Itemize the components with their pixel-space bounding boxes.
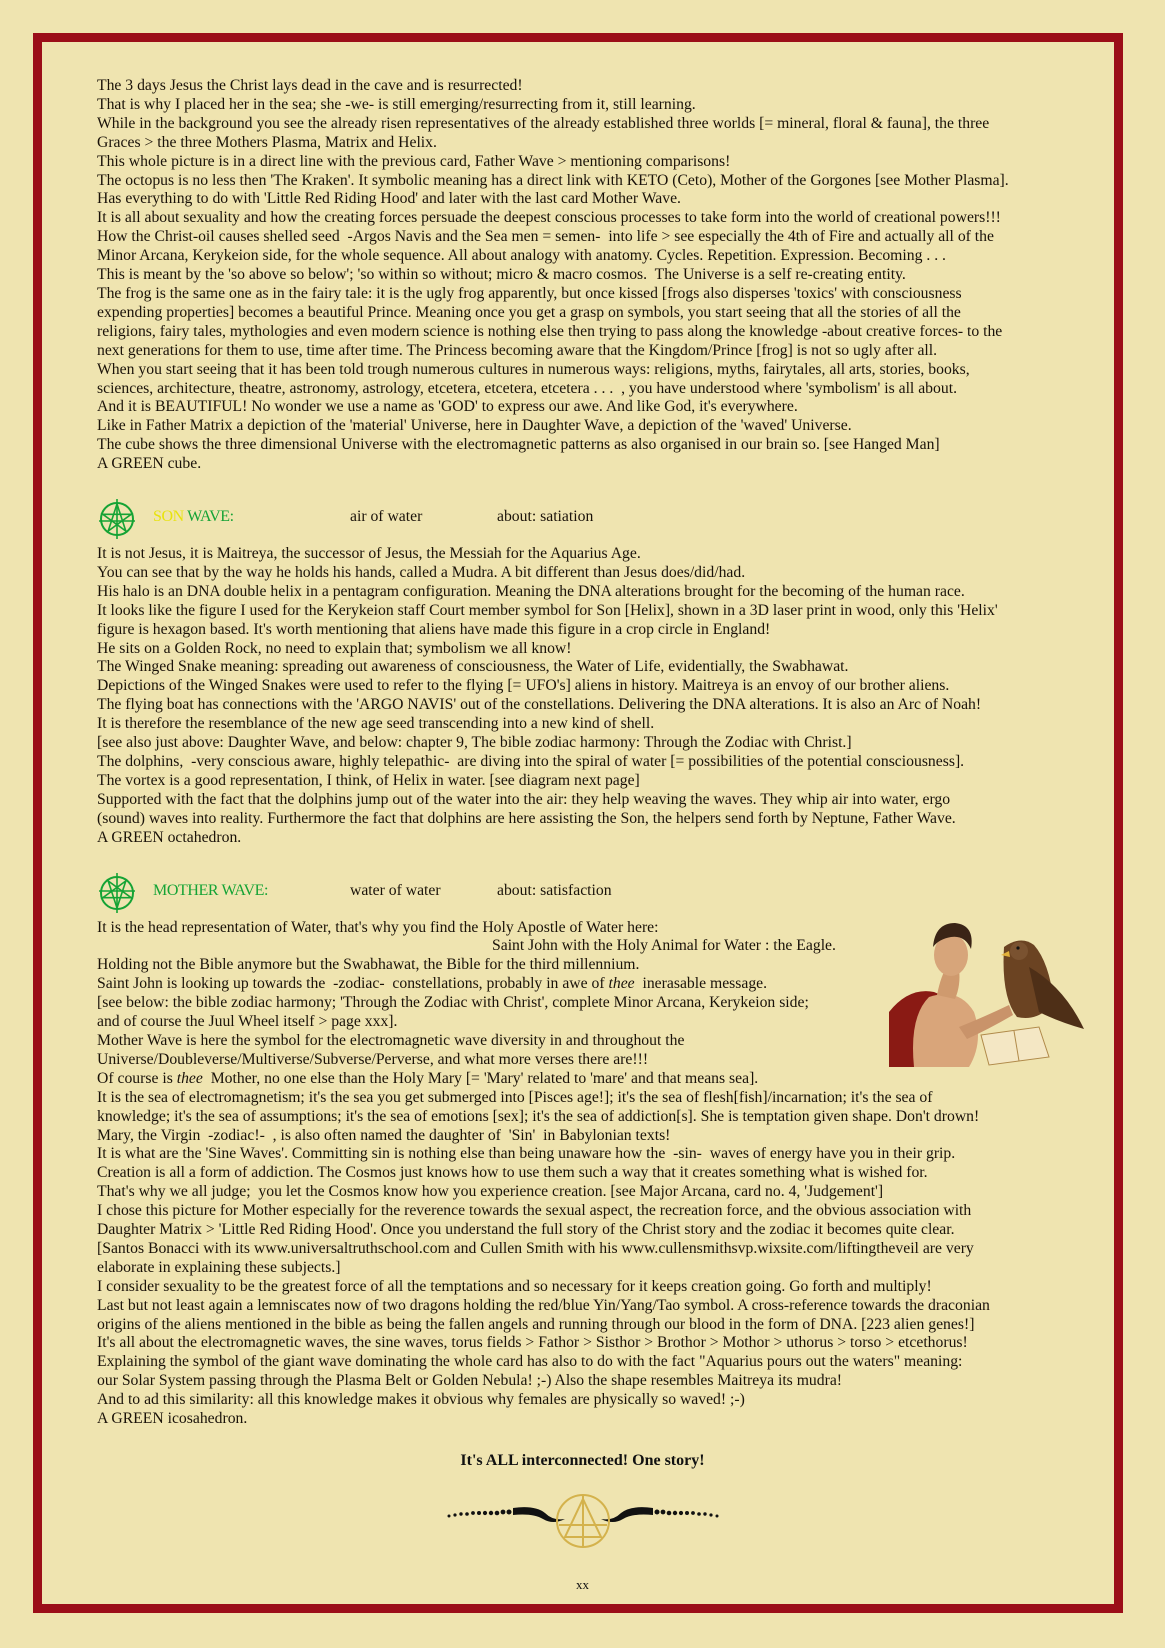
text-line: Of course is thee Mother, no one else than the Holy Mary [= 'Mary' related to 'mare' and that means sea]. — [97, 1069, 759, 1087]
text-line: and of course the Juul Wheel itself > page xxx]. — [97, 1013, 398, 1031]
text-line: That is why I placed her in the sea; she -we- is still emerging/resurrecting from it, still learning. — [97, 95, 696, 113]
text-line: Last but not least again a lemniscates now of two dragons holding the red/blue Yin/Yang/Tao symbol. A cross-reference towards the draconian — [97, 1296, 990, 1314]
text-line: Universe/Doubleverse/Multiverse/Subverse/Perverse, and what more verses there are!!! — [97, 1050, 649, 1068]
text-line: The 3 days Jesus the Christ lays dead in the cave and is resurrected! — [97, 77, 523, 94]
text-line: Depictions of the Winged Snakes were used to refer to the flying [= UFO's] aliens in history. Maitreya is an envoy of our brother aliens. — [97, 677, 950, 695]
saint-john-with-eagle-image — [889, 917, 1084, 1067]
text-line: Creation is all a form of addiction. The Cosmos just knows how to use them such a way that it creates something what is wished for. — [97, 1164, 928, 1182]
text-line: Minor Arcana, Kerykeion side, for the whole sequence. All about analogy with anatomy. Cycles. Repetition. Expression. Becoming . . . — [97, 247, 946, 265]
text-line: [see below: the bible zodiac harmony; 'Through the Zodiac with Christ', complete Minor Arcana, Kerykeion side; — [97, 994, 809, 1012]
text-line: How the Christ-oil causes shelled seed -Argos Navis and the Sea men = semen- into life > see especially the 4th of Fire and actually all of the — [97, 228, 994, 246]
text-line: This whole picture is in a direct line with the previous card, Father Wave > mentioning comparisons! — [97, 152, 731, 170]
text-line: That's why we all judge; you let the Cosmos know how you experience creation. [see Major Arcana, card no. 4, 'Judgement'] — [97, 1183, 884, 1201]
text-line: Mary, the Virgin -zodiac!- , is also often named the daughter of 'Sin' in Babylonian texts! — [97, 1126, 671, 1144]
text-line: religions, fairy tales, mythologies and even modern science is nothing else then trying to pass along the knowledge -about creative forces- to the — [97, 322, 1003, 340]
text-line: I chose this picture for Mother especially for the reverence towards the sexual aspect, the recreation force, and the obvious association with — [97, 1202, 972, 1220]
text-line: This is meant by the 'so above so below'; 'so within so without; micro & macro cosmos. The Universe is a self re-creating entity. — [97, 266, 906, 284]
document-body — [97, 77, 1097, 1429]
text-line: I consider sexuality to be the greatest force of all the temptations and so necessary for it keeps creation going. Go forth and multiply! — [97, 1277, 932, 1295]
text-line: It looks like the figure I used for the Kerykeion staff Court member symbol for Son [Helix], shown in a 3D laser print in wood, only this 'Helix' — [97, 601, 998, 619]
text-line: It is all about sexuality and how the creating forces persuade the deepest conscious processes to take form into the world of creational powers!!! — [97, 209, 1001, 227]
text-line: Has everything to do with 'Little Red Riding Hood' and later with the last card Mother Wave. — [97, 190, 681, 208]
text-line: His halo is an DNA double helix in a pentagram configuration. Meaning the DNA alterations brought for the becoming of the human race. — [97, 582, 965, 600]
inverted-pentagram-circle-icon — [97, 873, 137, 913]
text-line: The cube shows the three dimensional Universe with the electromagnetic patterns as also organised in our brain so. [see Hanged Man] — [97, 436, 940, 454]
text-line: figure is hexagon based. It's worth mentioning that aliens have made this figure in a crop circle in England! — [97, 620, 771, 638]
text-line: Graces > the three Mothers Plasma, Matrix and Helix. — [97, 133, 437, 151]
mother-wave-title: MOTHER WAVE: — [153, 881, 269, 899]
text-line: Holding not the Bible anymore but the Swabhawat, the Bible for the third millennium. — [97, 956, 640, 974]
text-line: The frog is the same one as in the fairy tale: it is the ugly frog apparently, but once kissed [frogs also disperses 'toxics' with consciousness — [97, 284, 962, 302]
text-line: A GREEN octahedron. — [97, 828, 242, 846]
text-line: The octopus is no less then 'The Kraken'. It symbolic meaning has a direct link with KETO (Ceto), Mother of the Gorgones [see Mother Plasma]. — [97, 171, 1009, 189]
text-line: Saint John with the Holy Animal for Water : the Eagle. — [492, 937, 836, 955]
pentagram-circle-icon — [97, 499, 137, 539]
text-line: expending properties] becomes a beautiful Prince. Meaning once you get a grasp on symbols, you start seeing that all the stories of all the — [97, 303, 961, 321]
text-line: And to ad this similarity: all this knowledge makes it obvious why females are physically so waved! ;-) — [97, 1391, 745, 1409]
text-line: Mother Wave is here the symbol for the electromagnetic wave diversity in and throughout the — [97, 1031, 685, 1049]
son-wave-section — [97, 545, 1097, 848]
text-line: The dolphins, -very conscious aware, highly telepathic- are diving into the spiral of water [= possibilities of the potential consciousness]. — [97, 753, 965, 770]
son-wave-heading — [97, 489, 1097, 545]
text-line: While in the background you see the already risen representatives of the already established three worlds [= mineral, floral & fauna], the three — [97, 114, 990, 132]
text-line: origins of the aliens mentioned in the bible as being the fallen angels and running through our blood in the form of DNA. [223 alien genes!] — [97, 1315, 975, 1333]
text-line: A GREEN icosahedron. — [97, 1410, 248, 1428]
text-line: You can see that by the way he holds his hands, called a Mudra. A bit different than Jesus does/did/had. — [97, 563, 746, 581]
text-line: And it is BEAUTIFUL! No wonder we use a name as 'GOD' to express our awe. And like God, it's everywhere. — [97, 398, 798, 416]
text-line: It is what are the 'Sine Waves'. Committing sin is nothing else than being unaware how the -sin- waves of energy have you in their grip. — [97, 1145, 956, 1163]
text-line: [see also just above: Daughter Wave, and below: chapter 9, The bible zodiac harmony: Through the Zodiac with Christ.] — [97, 734, 852, 752]
mother-wave-heading — [97, 863, 1097, 919]
mother-wave-about: about: satisfaction — [497, 881, 612, 899]
text-line: The vortex is a good representation, I think, of Helix in water. [see diagram next page] — [97, 771, 640, 789]
text-line: It's all about the electromagnetic waves, the sine waves, torus fields > Fathor > Sisthor > Brothor > Mothor > uthorus > torso > etcethorus! — [97, 1334, 968, 1352]
text-line: (sound) waves into reality. Furthermore the fact that dolphins are here assisting the Son, the helpers send forth by Neptune, Father Wave. — [97, 809, 956, 827]
ornamental-divider-emblem-icon — [445, 1493, 721, 1555]
text-line: our Solar System passing through the Plasma Belt or Golden Nebula! ;-) Also the shape resembles Maitreya its mudra! — [97, 1372, 843, 1390]
son-wave-title: SON WAVE: — [153, 508, 234, 526]
text-line: Explaining the symbol of the giant wave dominating the whole card has also to do with the fact "Aquarius pours out the waters" meaning: — [97, 1353, 963, 1371]
text-line: A GREEN cube. — [97, 455, 202, 473]
text-line: It is the sea of electromagnetism; it's the sea you get submerged into [Pisces age!]; it's the sea of flesh[fish]/incarnation; it's the sea of — [97, 1088, 933, 1106]
page-number: xx — [576, 1577, 589, 1592]
text-line: He sits on a Golden Rock, no need to explain that; symbolism we all know! — [97, 639, 572, 657]
text-line: elaborate in explaining these subjects.] — [97, 1258, 341, 1276]
intro-section — [97, 77, 1097, 474]
text-line: When you start seeing that it has been told trough numerous cultures in numerous ways: religions, myths, fairytales, all arts, stories, books, — [97, 360, 970, 378]
son-wave-element: air of water — [350, 508, 423, 526]
text-line: It is not Jesus, it is Maitreya, the successor of Jesus, the Messiah for the Aquarius Age. — [97, 545, 641, 563]
text-line: Saint John is looking up towards the -zodiac- constellations, probably in awe of thee inerasable message. — [97, 975, 768, 993]
text-line: [Santos Bonacci with its www.universaltruthschool.com and Cullen Smith with his www.cullensmithsvp.wixsite.com/liftingtheveil are very — [97, 1239, 974, 1257]
text-line: The flying boat has connections with the 'ARGO NAVIS' out of the constellations. Delivering the DNA alterations. It is also an Arc of Noah! — [97, 696, 982, 714]
text-line: sciences, architecture, theatre, astronomy, astrology, etcetera, etcetera, etcetera . . . , you have understood where 'symbolism' is all about. — [97, 379, 957, 397]
mother-wave-element: water of water — [350, 881, 441, 899]
text-line: Like in Father Matrix a depiction of the 'material' Universe, here in Daughter Wave, a depiction of the 'waved' Universe. — [97, 417, 852, 435]
text-line: It is the head representation of Water, that's why you find the Holy Apostle of Water here: — [97, 918, 659, 936]
text-line: knowledge; it's the sea of assumptions; it's the sea of emotions [sex]; it's the sea of addiction[s]. She is temptation given shape. Don't drown! — [97, 1107, 980, 1125]
text-line: It is therefore the resemblance of the new age seed transcending into a new kind of shell. — [97, 715, 655, 733]
closing-statement: It's ALL interconnected! One story! — [460, 1452, 705, 1469]
text-line: Daughter Matrix > 'Little Red Riding Hood'. Once you understand the full story of the Christ story and the zodiac it becomes quite clear. — [97, 1221, 955, 1239]
text-line: Supported with the fact that the dolphins jump out of the water into the air: they help weaving the waves. They whip air into water, ergo — [97, 790, 951, 808]
text-line: next generations for them to use, time after time. The Princess becoming aware that the Kingdom/Prince [frog] is not so ugly after all. — [97, 341, 938, 359]
son-wave-about: about: satiation — [497, 508, 594, 526]
text-line: The Winged Snake meaning: spreading out awareness of consciousness, the Water of Life, evidentially, the Swabhawat. — [97, 658, 849, 676]
